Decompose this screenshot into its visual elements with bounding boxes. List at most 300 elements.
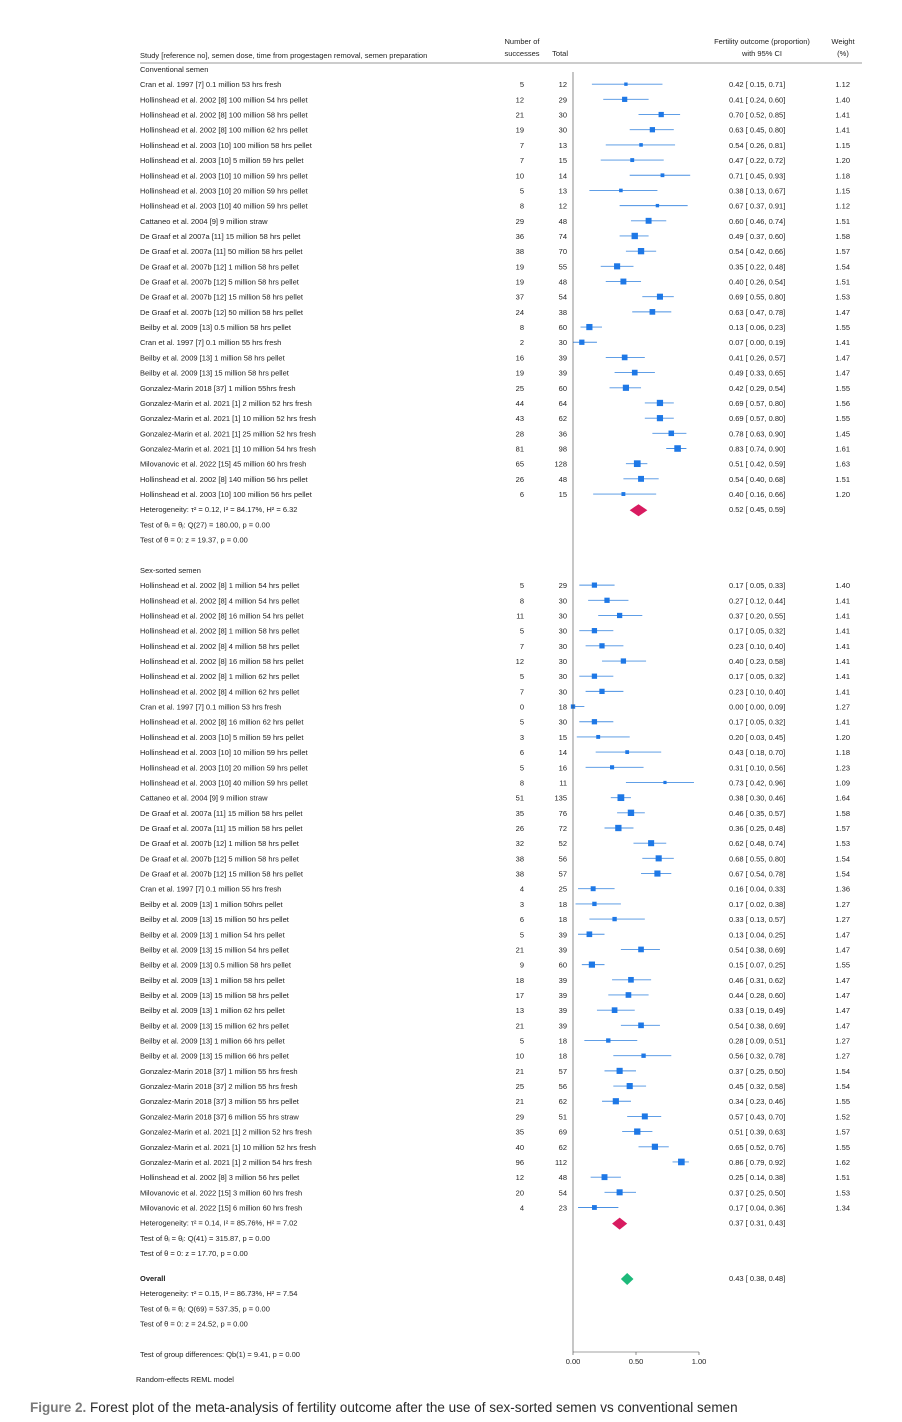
study-marker (650, 127, 655, 132)
study-label: Gonzalez-Marin 2018 [37] 2 million 55 hrs fresh (140, 1082, 298, 1092)
study-marker (622, 97, 627, 102)
weight-value: 1.55 (835, 383, 850, 393)
total-value: 74 (558, 231, 567, 241)
study-marker (628, 977, 634, 983)
study-marker (639, 143, 643, 147)
forest-rows (140, 65, 850, 1359)
ci-text: 0.36 [ 0.25, 0.48] (729, 824, 786, 833)
study-label: Cattaneo et al. 2004 [9] 9 million straw (140, 216, 268, 226)
successes-value: 5 (519, 581, 524, 591)
ci-text: 0.54 [ 0.26, 0.81] (729, 140, 786, 150)
ci-text: 0.47 [ 0.22, 0.72] (729, 156, 786, 166)
weight-value: 1.15 (835, 186, 850, 196)
successes-value: 19 (515, 368, 524, 378)
successes-value: 24 (515, 307, 524, 317)
ci-text: 0.16 [ 0.04, 0.33] (729, 884, 786, 894)
ci-text: 0.17 [ 0.04, 0.36] (729, 1203, 786, 1213)
weight-value: 1.47 (835, 307, 850, 317)
ci-text: 0.15 [ 0.07, 0.25] (729, 960, 786, 970)
ci-text: 0.37 [ 0.25, 0.50] (729, 1066, 786, 1076)
study-label: Cattaneo et al. 2004 [9] 9 million straw (140, 793, 268, 803)
successes-value: 11 (516, 611, 524, 621)
successes-value: 20 (515, 1188, 524, 1198)
weight-value: 1.20 (835, 732, 850, 742)
overall-stat: Heterogeneity: τ² = 0.15, I² = 86.73%, H² = 7.54 (140, 1289, 298, 1299)
ci-text: 0.62 [ 0.48, 0.74] (729, 839, 786, 849)
study-label: De Graaf et al. 2007b [12] 1 million 58 hrs pellet (140, 262, 299, 272)
ci-text: 0.69 [ 0.57, 0.80] (729, 398, 786, 408)
total-value: 30 (558, 596, 567, 606)
total-value: 39 (558, 368, 567, 378)
study-label: Hollinshead et al. 2002 [8] 1 million 62 hrs pellet (140, 672, 300, 682)
total-value: 76 (558, 808, 567, 818)
weight-value: 1.54 (835, 869, 850, 879)
ci-text: 0.56 [ 0.32, 0.78] (729, 1051, 786, 1061)
study-marker (638, 947, 644, 953)
ci-text: 0.23 [ 0.10, 0.40] (729, 641, 786, 651)
study-label: Hollinshead et al. 2003 [10] 10 million 59 hrs pellet (140, 748, 308, 758)
weight-value: 1.41 (835, 672, 850, 682)
successes-value: 29 (515, 216, 524, 226)
total-value: 14 (558, 748, 567, 758)
successes-value: 38 (515, 869, 524, 879)
study-label: Beilby et al. 2009 [13] 15 million 54 hrs pellet (140, 945, 289, 955)
total-value: 30 (558, 717, 567, 727)
subgroup-diamond (630, 504, 648, 516)
study-marker (592, 902, 596, 906)
study-marker (657, 400, 663, 406)
successes-value: 8 (519, 201, 524, 211)
study-label: Beilby et al. 2009 [13] 1 million 58 hrs pellet (140, 353, 285, 363)
weight-value: 1.55 (835, 960, 850, 970)
total-value: 30 (558, 641, 567, 651)
study-label: Beilby et al. 2009 [13] 0.5 million 58 hrs pellet (140, 323, 291, 333)
weight-value: 1.40 (835, 581, 850, 591)
successes-value: 5 (519, 626, 524, 636)
weight-value: 1.54 (835, 262, 850, 272)
total-value: 39 (558, 1006, 567, 1016)
weight-value: 1.40 (835, 95, 850, 105)
total-value: 72 (558, 824, 567, 833)
successes-value: 3 (519, 732, 524, 742)
successes-value: 51 (515, 793, 524, 803)
ci-text: 0.17 [ 0.05, 0.32] (729, 717, 786, 727)
weight-value: 1.23 (835, 763, 850, 773)
x-axis (566, 72, 707, 1366)
ci-text: 0.54 [ 0.38, 0.69] (729, 1021, 786, 1031)
total-value: 48 (558, 216, 567, 226)
weight-value: 1.47 (835, 990, 850, 1000)
study-label: Hollinshead et al. 2002 [8] 16 million 54 hrs pellet (140, 611, 304, 621)
total-value: 16 (558, 763, 567, 773)
caption-text: Forest plot of the meta-analysis of fertility outcome after the use of sex-sorted semen vs conventional semen (86, 1400, 738, 1415)
successes-value: 21 (515, 945, 524, 955)
successes-value: 5 (519, 186, 524, 196)
total-value: 30 (558, 672, 567, 682)
study-label: Hollinshead et al. 2003 [10] 20 million 59 hrs pellet (140, 763, 308, 773)
successes-value: 12 (515, 657, 524, 667)
total-value: 25 (558, 884, 567, 894)
study-label: Cran et al. 1997 [7] 0.1 million 55 hrs fresh (140, 884, 282, 894)
ci-text: 0.31 [ 0.10, 0.56] (729, 763, 786, 773)
ci-text: 0.43 [ 0.18, 0.70] (729, 748, 786, 758)
ci-text: 0.17 [ 0.05, 0.33] (729, 581, 786, 591)
study-label: Hollinshead et al. 2002 [8] 4 million 54 hrs pellet (140, 596, 300, 606)
successes-value: 36 (515, 231, 524, 241)
weight-value: 1.58 (835, 231, 850, 241)
study-marker (613, 1098, 619, 1104)
weight-value: 1.15 (835, 140, 850, 150)
ci-text: 0.65 [ 0.52, 0.76] (729, 1142, 786, 1152)
study-label: Hollinshead et al. 2002 [8] 16 million 58 hrs pellet (140, 657, 304, 667)
study-marker (632, 233, 638, 239)
successes-value: 65 (515, 459, 524, 469)
successes-value: 35 (515, 808, 524, 818)
weight-value: 1.18 (835, 748, 850, 758)
successes-value: 10 (515, 1051, 524, 1061)
total-value: 18 (558, 915, 567, 925)
total-value: 30 (558, 687, 567, 697)
ci-text: 0.27 [ 0.12, 0.44] (729, 596, 786, 606)
total-value: 39 (558, 990, 567, 1000)
study-marker (614, 263, 620, 269)
study-marker (638, 476, 644, 482)
study-marker (638, 1023, 644, 1029)
total-value: 15 (558, 732, 567, 742)
study-label: Hollinshead et al. 2003 [10] 20 million 59 hrs pellet (140, 186, 308, 196)
weight-value: 1.55 (835, 1142, 850, 1152)
total-value: 39 (558, 945, 567, 955)
weight-value: 1.57 (835, 824, 850, 833)
total-value: 29 (558, 95, 567, 105)
ci-text: 0.34 [ 0.23, 0.46] (729, 1097, 786, 1107)
weight-value: 1.53 (835, 839, 850, 849)
successes-value: 0 (519, 702, 524, 712)
study-label: Milovanovic et al. 2022 [15] 45 million 60 hrs fresh (140, 459, 307, 469)
successes-value: 8 (519, 778, 524, 788)
study-marker (618, 794, 625, 801)
ci-text: 0.28 [ 0.09, 0.51] (729, 1036, 786, 1046)
study-label: De Graaf et al. 2007a [11] 15 million 58 hrs pellet (140, 824, 303, 833)
ci-text: 0.49 [ 0.33, 0.65] (729, 368, 786, 378)
weight-value: 1.12 (835, 80, 850, 90)
weight-value: 1.58 (835, 808, 850, 818)
weight-value: 1.41 (835, 687, 850, 697)
study-label: Gonzalez-Marin et al. 2021 [1] 2 million 52 hrs fresh (140, 398, 312, 408)
weight-value: 1.47 (835, 1021, 850, 1031)
total-value: 55 (558, 262, 567, 272)
total-value: 18 (558, 1036, 567, 1046)
study-marker (656, 204, 659, 207)
ci-text: 0.70 [ 0.52, 0.85] (729, 110, 786, 120)
successes-value: 96 (515, 1157, 524, 1167)
study-label: Hollinshead et al. 2002 [8] 100 million 54 hrs pellet (140, 95, 308, 105)
successes-header-line2: successes (504, 49, 540, 58)
successes-value: 44 (515, 398, 524, 408)
ci-text: 0.13 [ 0.04, 0.25] (729, 930, 786, 940)
total-value: 69 (558, 1127, 567, 1137)
total-value: 57 (558, 869, 567, 879)
study-label: Gonzalez-Marin et al. 2021 [1] 10 million 54 hrs fresh (140, 444, 316, 454)
heterogeneity-stat: Heterogeneity: τ² = 0.14, I² = 85.76%, H² = 7.02 (140, 1218, 298, 1228)
successes-value: 10 (515, 171, 524, 181)
study-label: Beilby et al. 2009 [13] 15 million 62 hrs pellet (140, 1021, 289, 1031)
study-label: Hollinshead et al. 2002 [8] 100 million 58 hrs pellet (140, 110, 308, 120)
study-marker (592, 628, 597, 633)
study-label: De Graaf et al. 2007b [12] 15 million 58 hrs pellet (140, 869, 304, 879)
weight-value: 1.52 (835, 1112, 850, 1122)
total-value: 62 (558, 1097, 567, 1107)
successes-value: 4 (519, 1203, 524, 1213)
weight-value: 1.18 (835, 171, 850, 181)
total-value: 60 (558, 383, 567, 393)
successes-value: 25 (515, 1082, 524, 1092)
weight-value: 1.56 (835, 398, 850, 408)
successes-value: 32 (515, 839, 524, 849)
study-marker (621, 492, 625, 496)
weight-value: 1.27 (835, 899, 850, 909)
study-marker (615, 825, 621, 831)
total-value: 39 (558, 930, 567, 940)
ci-text: 0.54 [ 0.38, 0.69] (729, 945, 786, 955)
study-marker (656, 855, 662, 861)
study-marker (596, 735, 600, 739)
ci-text: 0.54 [ 0.40, 0.68] (729, 474, 786, 484)
weight-value: 1.36 (835, 884, 850, 894)
study-marker (592, 719, 597, 724)
total-value: 30 (558, 626, 567, 636)
ci-text: 0.71 [ 0.45, 0.93] (729, 171, 786, 181)
study-marker (610, 765, 614, 769)
study-label: De Graaf et al. 2007b [12] 15 million 58 hrs pellet (140, 292, 304, 302)
subgroup-diamond (612, 1218, 627, 1230)
ci-text: 0.41 [ 0.24, 0.60] (729, 95, 786, 105)
successes-value: 81 (515, 444, 524, 454)
weight-value: 1.47 (835, 1006, 850, 1016)
successes-value: 8 (519, 323, 524, 333)
successes-value: 5 (519, 717, 524, 727)
total-value: 48 (558, 277, 567, 287)
study-marker (622, 355, 628, 361)
weight-value: 1.47 (835, 945, 850, 955)
total-value: 39 (558, 353, 567, 363)
total-header: Total (552, 49, 568, 58)
weight-value: 1.41 (835, 641, 850, 651)
study-label: Gonzalez-Marin et al. 2021 [1] 10 million 52 hrs fresh (140, 414, 316, 424)
study-label: Gonzalez-Marin et al. 2021 [1] 2 million 52 hrs fresh (140, 1127, 312, 1137)
successes-value: 29 (515, 1112, 524, 1122)
ci-text: 0.54 [ 0.42, 0.66] (729, 247, 786, 257)
ci-text: 0.33 [ 0.19, 0.49] (729, 1006, 786, 1016)
ci-text: 0.69 [ 0.57, 0.80] (729, 414, 786, 424)
successes-value: 5 (519, 80, 524, 90)
total-value: 60 (558, 960, 567, 970)
successes-value: 21 (515, 1021, 524, 1031)
weight-value: 1.51 (835, 1173, 850, 1183)
total-value: 54 (558, 292, 567, 302)
total-value: 14 (558, 171, 567, 181)
study-label: Hollinshead et al. 2002 [8] 1 million 58 hrs pellet (140, 626, 300, 636)
total-value: 23 (558, 1203, 567, 1213)
successes-value: 7 (519, 687, 524, 697)
overall-ci-text: 0.43 [ 0.38, 0.48] (729, 1274, 786, 1283)
ci-text: 0.35 [ 0.22, 0.48] (729, 262, 786, 272)
ci-text: 0.13 [ 0.06, 0.23] (729, 323, 786, 333)
ci-text: 0.69 [ 0.55, 0.80] (729, 292, 786, 302)
homogeneity-test: Test of θᵢ = θⱼ: Q(41) = 315.87, p = 0.00 (140, 1233, 270, 1243)
ci-text: 0.67 [ 0.54, 0.78] (729, 869, 786, 879)
study-label: Gonzalez-Marin et al. 2021 [1] 2 million 54 hrs fresh (140, 1157, 312, 1167)
successes-value: 37 (515, 292, 524, 302)
total-value: 30 (558, 611, 567, 621)
total-value: 62 (558, 414, 567, 424)
subgroup-ci-text: 0.52 [ 0.45, 0.59] (729, 505, 786, 515)
ci-text: 0.42 [ 0.15, 0.71] (729, 80, 786, 90)
study-label: Beilby et al. 2009 [13] 0.5 million 58 hrs pellet (140, 960, 291, 970)
successes-value: 6 (519, 915, 524, 925)
successes-value: 9 (519, 960, 524, 970)
weight-value: 1.41 (835, 596, 850, 606)
total-value: 48 (558, 474, 567, 484)
total-value: 30 (558, 125, 567, 135)
study-marker (591, 886, 596, 891)
successes-value: 4 (519, 884, 524, 894)
study-label: Beilby et al. 2009 [13] 1 million 58 hrs pellet (140, 975, 285, 985)
ci-text: 0.57 [ 0.43, 0.70] (729, 1112, 786, 1122)
total-value: 60 (558, 323, 567, 333)
study-marker (619, 189, 623, 193)
total-value: 15 (558, 490, 567, 500)
study-marker (657, 415, 663, 421)
total-value: 57 (558, 1066, 567, 1076)
successes-value: 21 (515, 1097, 524, 1107)
total-value: 30 (558, 110, 567, 120)
ci-text: 0.40 [ 0.26, 0.54] (729, 277, 786, 287)
ci-text: 0.42 [ 0.29, 0.54] (729, 383, 786, 393)
study-label: Gonzalez-Marin et al. 2021 [1] 10 million 52 hrs fresh (140, 1142, 316, 1152)
successes-value: 6 (519, 748, 524, 758)
weight-value: 1.54 (835, 854, 850, 864)
successes-value: 38 (515, 247, 524, 257)
study-label: Gonzalez-Marin 2018 [37] 6 million 55 hrs straw (140, 1112, 299, 1122)
study-marker (612, 1007, 618, 1013)
study-label: Beilby et al. 2009 [13] 15 million 66 hrs pellet (140, 1051, 289, 1061)
successes-value: 26 (515, 474, 524, 484)
study-label: Hollinshead et al. 2003 [10] 100 million 58 hrs pellet (140, 140, 312, 150)
total-value: 18 (558, 1051, 567, 1061)
study-marker (626, 992, 632, 998)
ci-text: 0.73 [ 0.42, 0.96] (729, 778, 786, 788)
outcome-header-line2: with 95% CI (741, 49, 783, 58)
total-value: 18 (558, 702, 567, 712)
study-marker (620, 279, 626, 285)
study-marker (623, 385, 629, 391)
ci-text: 0.83 [ 0.74, 0.90] (729, 444, 786, 454)
total-value: 128 (554, 459, 567, 469)
total-value: 70 (558, 247, 567, 257)
effect-test: Test of θ = 0: z = 19.37, p = 0.00 (140, 535, 248, 545)
ci-text: 0.37 [ 0.20, 0.55] (729, 611, 786, 621)
study-label: Milovanovic et al. 2022 [15] 3 million 60 hrs fresh (140, 1188, 303, 1198)
weight-value: 1.51 (835, 474, 850, 484)
successes-value: 5 (519, 930, 524, 940)
x-tick-label: 1.00 (691, 1357, 707, 1366)
successes-value: 18 (515, 975, 524, 985)
weight-value: 1.47 (835, 975, 850, 985)
weight-value: 1.41 (835, 338, 850, 348)
overall-diamond (621, 1273, 634, 1285)
ci-text: 0.86 [ 0.79, 0.92] (729, 1157, 786, 1167)
study-marker (663, 781, 666, 784)
study-marker (606, 1038, 610, 1042)
total-value: 54 (558, 1188, 567, 1198)
study-label: Hollinshead et al. 2003 [10] 40 million 59 hrs pellet (140, 778, 308, 788)
weight-value: 1.62 (835, 1157, 850, 1167)
ci-text: 0.46 [ 0.31, 0.62] (729, 975, 786, 985)
subgroup-title: Conventional semen (140, 65, 209, 74)
study-marker (586, 324, 592, 330)
study-label: Beilby et al. 2009 [13] 1 million 54 hrs pellet (140, 930, 285, 940)
successes-value: 21 (515, 1066, 524, 1076)
total-value: 56 (558, 854, 567, 864)
study-marker (602, 1174, 608, 1180)
study-label: Hollinshead et al. 2003 [10] 5 million 59 hrs pellet (140, 732, 304, 742)
successes-value: 7 (519, 140, 524, 150)
weight-value: 1.54 (835, 1082, 850, 1092)
study-marker (617, 1068, 623, 1074)
study-marker (604, 598, 609, 603)
overall-label: Overall (140, 1274, 166, 1283)
ci-text: 0.51 [ 0.42, 0.59] (729, 459, 786, 469)
study-marker (630, 158, 634, 162)
total-value: 18 (558, 899, 567, 909)
study-marker (642, 1113, 648, 1119)
total-value: 48 (558, 1173, 567, 1183)
study-marker (654, 870, 660, 876)
successes-value: 12 (515, 95, 524, 105)
weight-value: 1.45 (835, 429, 850, 439)
weight-value: 1.20 (835, 156, 850, 166)
study-label: Beilby et al. 2009 [13] 15 million 58 hrs pellet (140, 990, 289, 1000)
successes-value: 12 (515, 1173, 524, 1183)
successes-value: 7 (519, 641, 524, 651)
study-marker (650, 309, 656, 315)
study-label: De Graaf et al. 2007a [11] 15 million 58 hrs pellet (140, 808, 303, 818)
ci-text: 0.51 [ 0.39, 0.63] (729, 1127, 786, 1137)
model-note: Random-effects REML model (136, 1375, 234, 1384)
weight-value: 1.41 (835, 657, 850, 667)
total-value: 13 (558, 186, 567, 196)
ci-text: 0.46 [ 0.35, 0.57] (729, 808, 786, 818)
study-label: Beilby et al. 2009 [13] 1 million 50hrs pellet (140, 899, 283, 909)
study-marker (646, 218, 652, 224)
successes-value: 26 (515, 824, 524, 833)
ci-text: 0.40 [ 0.16, 0.66] (729, 490, 786, 500)
weight-value: 1.41 (835, 125, 850, 135)
study-marker (587, 931, 593, 937)
total-value: 56 (558, 1082, 567, 1092)
ci-text: 0.17 [ 0.02, 0.38] (729, 899, 786, 909)
ci-text: 0.41 [ 0.26, 0.57] (729, 353, 786, 363)
ci-text: 0.68 [ 0.55, 0.80] (729, 854, 786, 864)
study-label: Beilby et al. 2009 [13] 1 million 62 hrs pellet (140, 1006, 285, 1016)
study-label: Gonzalez-Marin 2018 [37] 3 million 55 hrs pellet (140, 1097, 299, 1107)
successes-value: 19 (515, 262, 524, 272)
study-label: Hollinshead et al. 2003 [10] 5 million 59 hrs pellet (140, 156, 304, 166)
weight-value: 1.27 (835, 1036, 850, 1046)
weight-value: 1.41 (835, 611, 850, 621)
study-label: De Graaf et al 2007a [11] 15 million 58 hrs pellet (140, 231, 301, 241)
